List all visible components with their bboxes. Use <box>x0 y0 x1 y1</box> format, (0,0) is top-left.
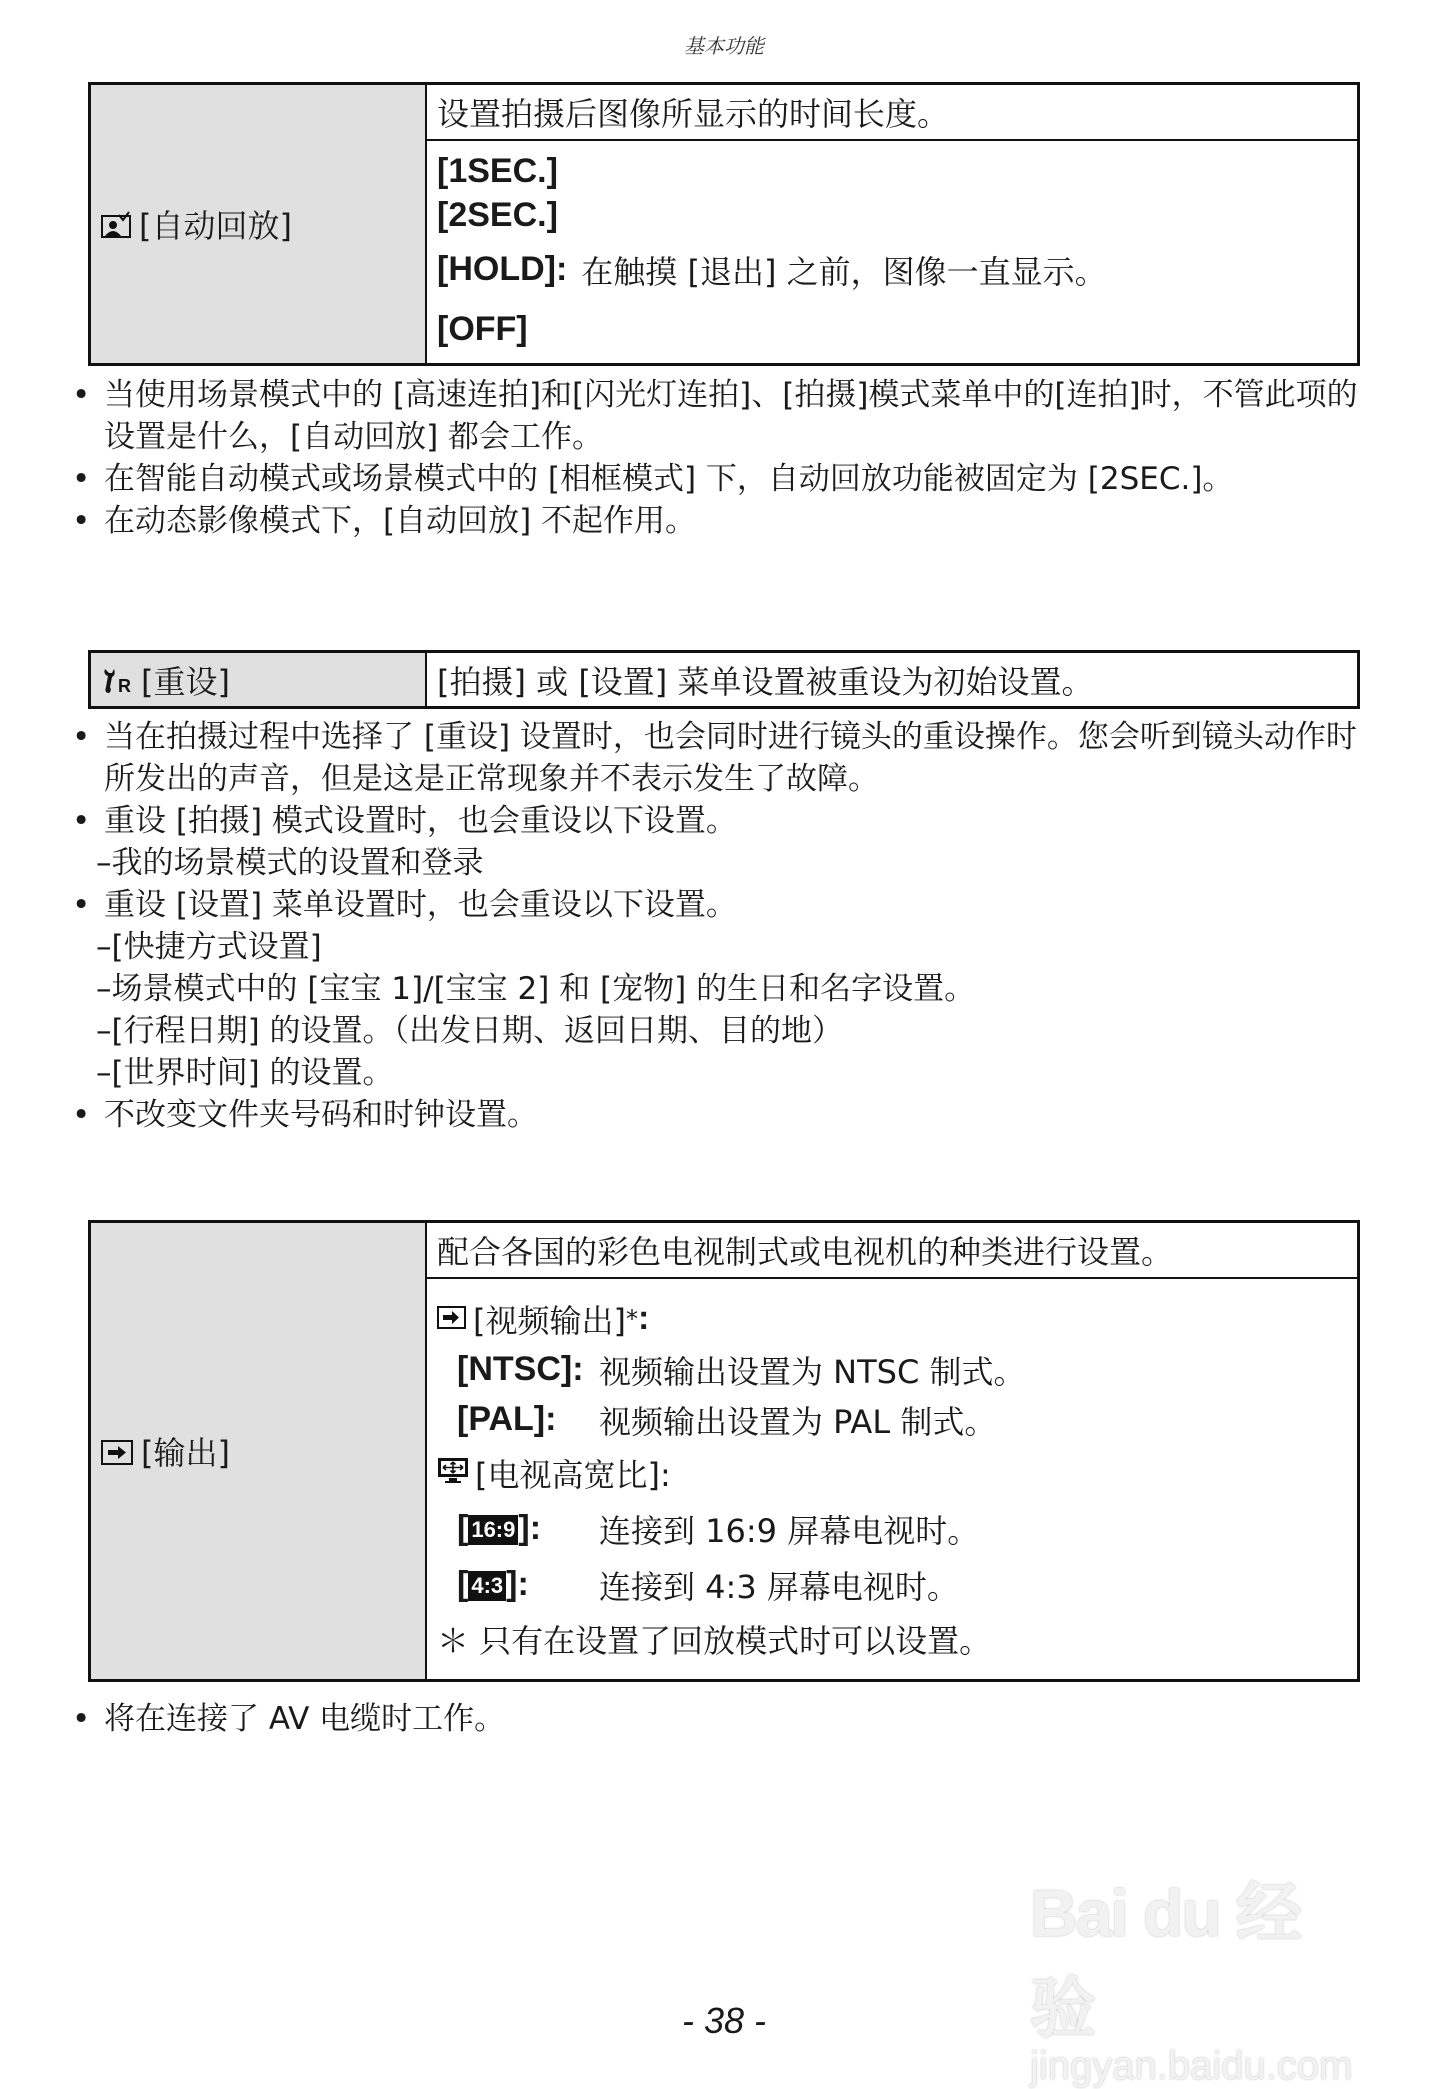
baidu-watermark <box>1030 1860 1360 2088</box>
auto-review-icon <box>101 209 133 247</box>
output-options <box>426 1278 1359 1681</box>
badge-4-3: 4:3 <box>468 1571 506 1601</box>
svg-text:R: R <box>118 675 131 695</box>
watermark-logo: Bai du 经验 <box>1030 1876 1301 2045</box>
note-subitem: –[快捷方式设置] <box>96 929 322 965</box>
note-item: • 当在拍摄过程中选择了 [重设] 设置时，也会同时进行镜头的重设操作。您会听到镜头动作时所发出的声音，但是这是正常现象并不表示发生了故障。 <box>72 719 1357 797</box>
note-subitem: –[行程日期] 的设置。（出发日期、返回日期、目的地） <box>96 1013 844 1049</box>
note-item: • 在智能自动模式或场景模式中的 [相框模式] 下，自动回放功能被固定为 [2SEC.]。 <box>72 461 1234 497</box>
auto-review-label: [自动回放] <box>139 206 292 245</box>
reset-key-cell <box>90 652 427 708</box>
output-label: [输出] <box>141 1433 230 1472</box>
watermark-url: jingyan.baidu.com <box>1030 2044 1353 2088</box>
wrench-reset-icon <box>101 665 135 703</box>
reset-label: [重设] <box>141 662 230 701</box>
note-item: • 当使用场景模式中的 [高速连拍]和[闪光灯连拍]、[拍摄]模式菜单中的[连拍]时，不管此项的设置是什么，[自动回放] 都会工作。 <box>72 377 1358 455</box>
note-subitem: –[世界时间] 的设置。 <box>96 1055 394 1091</box>
option-hold-desc: 在触摸 [退出] 之前，图像一直显示。 <box>581 252 1107 291</box>
video-out-asterisk: * <box>625 1304 638 1333</box>
option-pal-desc: 视频输出设置为 PAL 制式。 <box>599 1402 997 1441</box>
option-off: [OFF] <box>437 310 528 348</box>
output-key-cell <box>90 1222 427 1681</box>
output-footnote: ＊ 只有在设置了回放模式时可以设置。 <box>437 1621 992 1660</box>
note-item: • 将在连接了 AV 电缆时工作。 <box>72 1701 506 1737</box>
note-item: • 不改变文件夹号码和时钟设置。 <box>72 1097 538 1133</box>
option-ntsc-desc: 视频输出设置为 NTSC 制式。 <box>599 1352 1026 1391</box>
section-header: 基本功能 <box>684 34 764 58</box>
auto-review-description: 设置拍摄后图像所显示的时间长度。 <box>426 84 1359 140</box>
reset-table <box>88 650 1360 709</box>
note-subitem: –我的场景模式的设置和登录 <box>96 845 484 881</box>
option-pal: [PAL]: <box>457 1400 557 1438</box>
note-item: • 重设 [设置] 菜单设置时，也会重设以下设置。 <box>72 887 737 923</box>
output-description: 配合各国的彩色电视制式或电视机的种类进行设置。 <box>426 1222 1359 1278</box>
option-1sec: [1SEC.] <box>437 152 558 190</box>
video-out-label: [视频输出] <box>473 1301 626 1340</box>
option-4-3: [ 4:3]: <box>457 1565 529 1603</box>
tv-aspect-icon <box>437 1454 469 1492</box>
auto-review-notes <box>72 374 1368 542</box>
option-ntsc: [NTSC]: <box>457 1350 584 1388</box>
page-number: - 38 - <box>681 2000 767 2041</box>
output-notes <box>72 1698 1368 1740</box>
note-item: • 重设 [拍摄] 模式设置时，也会重设以下设置。 <box>72 803 737 839</box>
note-subitem: –场景模式中的 [宝宝 1]/[宝宝 2] 和 [宠物] 的生日和名字设置。 <box>96 971 976 1007</box>
note-item: • 在动态影像模式下，[自动回放] 不起作用。 <box>72 503 697 539</box>
badge-16-9: 16:9 <box>468 1515 518 1545</box>
option-2sec: [2SEC.] <box>437 196 558 234</box>
auto-review-options <box>426 140 1359 365</box>
tv-aspect-label: [电视高宽比]: <box>475 1455 671 1494</box>
output-arrow-icon <box>101 1436 135 1474</box>
video-out-colon: : <box>637 1299 650 1337</box>
auto-review-key-cell <box>90 84 427 365</box>
option-4-3-desc: 连接到 4:3 屏幕电视时。 <box>599 1567 959 1606</box>
option-16-9-desc: 连接到 16:9 屏幕电视时。 <box>599 1511 980 1550</box>
option-16-9: [ 16:9]: <box>457 1509 542 1547</box>
output-table <box>88 1220 1360 1682</box>
reset-notes <box>72 716 1368 1136</box>
option-hold: [HOLD]: <box>437 250 568 288</box>
video-out-icon <box>437 1300 467 1338</box>
auto-review-table <box>88 82 1360 366</box>
reset-description: [拍摄] 或 [设置] 菜单设置被重设为初始设置。 <box>426 652 1359 708</box>
